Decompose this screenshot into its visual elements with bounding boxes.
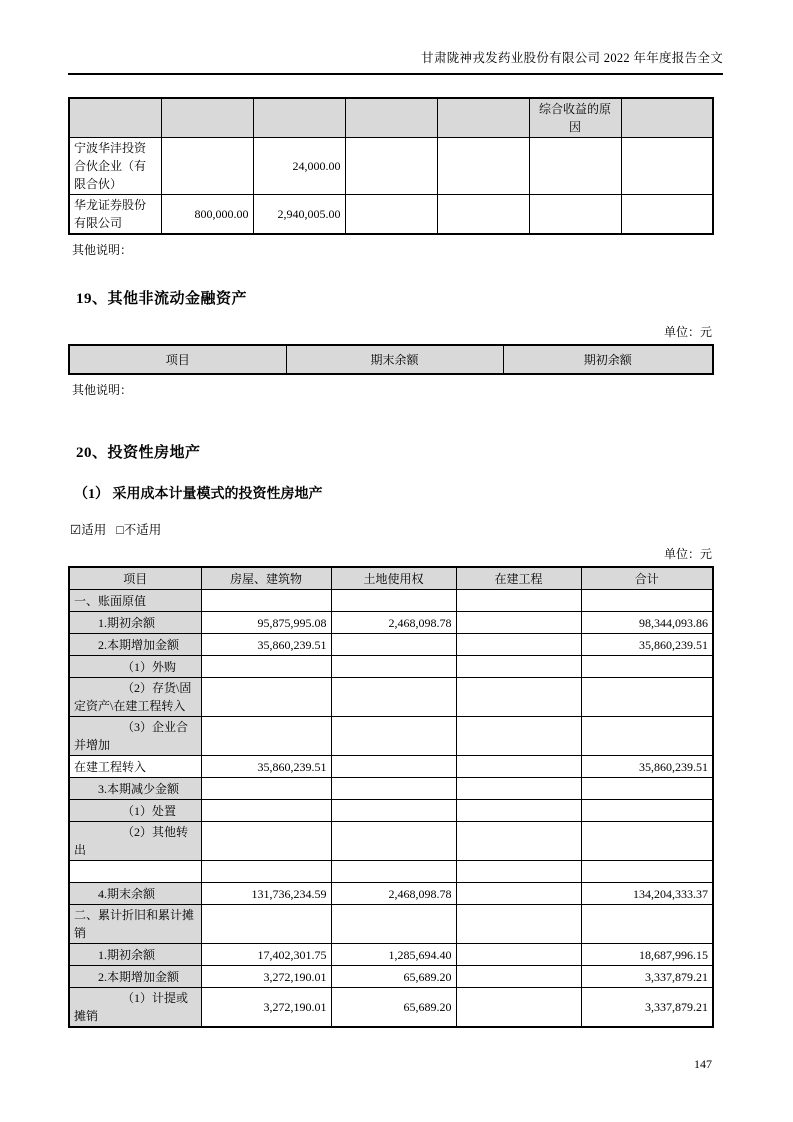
cell-entity-name: 华龙证券股份有限公司 xyxy=(69,195,161,235)
cell-value xyxy=(331,778,456,800)
cell-value: 35,860,239.51 xyxy=(201,756,331,778)
cell-value xyxy=(201,656,331,678)
cell-value: 800,000.00 xyxy=(161,195,253,235)
cell-row-label: （3）企业合并增加 xyxy=(69,717,201,756)
cell-value xyxy=(621,195,713,235)
col-header-total: 合计 xyxy=(581,567,713,590)
table-row xyxy=(69,905,713,944)
cell-row-label: （2）其他转出 xyxy=(69,822,201,861)
cell-value xyxy=(201,678,331,717)
table-row xyxy=(69,778,713,800)
cell-value xyxy=(331,905,456,944)
col-header xyxy=(345,98,437,138)
cell-value xyxy=(201,800,331,822)
cell-value xyxy=(437,195,529,235)
cell-value xyxy=(201,717,331,756)
cell-value xyxy=(581,656,713,678)
applicable-checked-checkbox: ☑适用 xyxy=(70,523,107,537)
cell-value: 95,875,995.08 xyxy=(201,612,331,634)
cell-value: 134,204,333.37 xyxy=(581,883,713,905)
equity-table-header-row xyxy=(69,98,713,138)
cell-value xyxy=(456,944,581,966)
cell-value: 3,272,190.01 xyxy=(201,966,331,988)
cell-value: 65,689.20 xyxy=(331,988,456,1028)
cell-value xyxy=(345,138,437,195)
col-header-item: 项目 xyxy=(69,345,286,374)
cell-value xyxy=(456,883,581,905)
cell-row-label: （1）外购 xyxy=(69,656,201,678)
col-header xyxy=(253,98,345,138)
cell-value: 1,285,694.40 xyxy=(331,944,456,966)
other-noncurrent-financial-assets-table xyxy=(68,344,714,375)
col-header-construction-in-progress: 在建工程 xyxy=(456,567,581,590)
table-row xyxy=(69,944,713,966)
table-row xyxy=(69,756,713,778)
table-row xyxy=(69,656,713,678)
cell-value: 18,687,996.15 xyxy=(581,944,713,966)
table-row xyxy=(69,988,713,1028)
cell-value xyxy=(331,861,456,883)
cell-entity-name: 宁波华沣投资合伙企业（有限合伙） xyxy=(69,138,161,195)
cell-value xyxy=(331,756,456,778)
table-row xyxy=(69,822,713,861)
cell-value xyxy=(201,590,331,612)
cell-value xyxy=(456,800,581,822)
cell-value xyxy=(456,634,581,656)
table-row xyxy=(69,717,713,756)
cell-value xyxy=(581,822,713,861)
cell-row-label xyxy=(69,861,201,883)
cell-row-label: 2.本期增加金额 xyxy=(69,966,201,988)
cell-value: 2,468,098.78 xyxy=(331,612,456,634)
cell-value xyxy=(456,905,581,944)
cell-row-label: （1）处置 xyxy=(69,800,201,822)
cell-value xyxy=(456,861,581,883)
table-row xyxy=(69,883,713,905)
cell-row-label: 4.期末余额 xyxy=(69,883,201,905)
cell-value xyxy=(456,678,581,717)
col-header-comprehensive-income-reason: 综合收益的原因 xyxy=(529,98,621,138)
cell-value xyxy=(437,138,529,195)
cell-row-label: 一、账面原值 xyxy=(69,590,201,612)
cell-value xyxy=(581,590,713,612)
cell-value: 17,402,301.75 xyxy=(201,944,331,966)
cell-value xyxy=(331,717,456,756)
cell-row-label: （1）计提或摊销 xyxy=(69,988,201,1028)
not-applicable-unchecked-checkbox: □不适用 xyxy=(116,523,162,537)
cell-value: 24,000.00 xyxy=(253,138,345,195)
cell-value xyxy=(456,656,581,678)
unit-label: 单位：元 xyxy=(663,325,712,339)
equity-investments-table xyxy=(68,97,714,235)
cell-value xyxy=(345,195,437,235)
table-header-row xyxy=(69,567,713,590)
cell-value xyxy=(456,822,581,861)
cell-value xyxy=(529,195,621,235)
col-header xyxy=(621,98,713,138)
cell-value xyxy=(581,678,713,717)
cell-value: 2,468,098.78 xyxy=(331,883,456,905)
cell-value: 35,860,239.51 xyxy=(201,634,331,656)
cell-value xyxy=(581,861,713,883)
col-header-beginning-balance: 期初余额 xyxy=(503,345,713,374)
page-number: 147 xyxy=(694,1057,712,1071)
cell-value xyxy=(201,905,331,944)
table-row xyxy=(69,800,713,822)
cell-value: 2,940,005.00 xyxy=(253,195,345,235)
cell-value: 65,689.20 xyxy=(331,966,456,988)
cell-value: 98,344,093.86 xyxy=(581,612,713,634)
page-content xyxy=(68,0,712,1028)
cell-value xyxy=(456,988,581,1028)
table-row xyxy=(69,861,713,883)
cell-value xyxy=(529,138,621,195)
col-header-ending-balance: 期末余额 xyxy=(286,345,503,374)
cell-value xyxy=(581,717,713,756)
table-row xyxy=(69,678,713,717)
cell-value xyxy=(161,138,253,195)
cell-row-label: 2.本期增加金额 xyxy=(69,634,201,656)
cell-value xyxy=(456,778,581,800)
cell-value xyxy=(456,756,581,778)
cell-row-label: 1.期初余额 xyxy=(69,612,201,634)
table-row xyxy=(69,590,713,612)
cell-value: 35,860,239.51 xyxy=(581,756,713,778)
cell-value xyxy=(456,966,581,988)
cell-value: 131,736,234.59 xyxy=(201,883,331,905)
cell-value: 35,860,239.51 xyxy=(581,634,713,656)
col-header xyxy=(161,98,253,138)
table-header-row xyxy=(69,345,713,374)
table-row xyxy=(69,612,713,634)
col-header-land-use-rights: 土地使用权 xyxy=(331,567,456,590)
cell-row-label: 在建工程转入 xyxy=(69,756,201,778)
section-19-heading: 19、其他非流动金融资产 xyxy=(76,291,248,307)
cell-value xyxy=(331,590,456,612)
table-row xyxy=(69,195,713,235)
cell-value xyxy=(621,138,713,195)
applicability-line xyxy=(70,521,712,539)
cell-value: 3,337,879.21 xyxy=(581,988,713,1028)
cell-row-label: （2）存货\固定资产\在建工程转入 xyxy=(69,678,201,717)
cell-value xyxy=(201,778,331,800)
cell-value xyxy=(201,822,331,861)
investment-property-table xyxy=(68,566,714,1028)
cell-value: 3,272,190.01 xyxy=(201,988,331,1028)
cell-row-label: 3.本期减少金额 xyxy=(69,778,201,800)
cell-row-label: 1.期初余额 xyxy=(69,944,201,966)
cell-value xyxy=(456,717,581,756)
page-header-title: 甘肃陇神戎发药业股份有限公司 2022 年年度报告全文 xyxy=(421,51,723,65)
section-20-sub-heading: （1） 采用成本计量模式的投资性房地产 xyxy=(74,487,323,502)
cell-value xyxy=(331,678,456,717)
col-header-item: 项目 xyxy=(69,567,201,590)
cell-value xyxy=(201,861,331,883)
col-header xyxy=(437,98,529,138)
table-row xyxy=(69,966,713,988)
cell-value xyxy=(331,800,456,822)
cell-value xyxy=(331,822,456,861)
col-header xyxy=(69,98,161,138)
cell-value xyxy=(456,590,581,612)
cell-value xyxy=(331,656,456,678)
cell-value xyxy=(581,800,713,822)
other-notes-label: 其他说明： xyxy=(72,243,133,257)
section-20-heading: 20、投资性房地产 xyxy=(76,445,201,461)
cell-row-label: 二、累计折旧和累计摊销 xyxy=(69,905,201,944)
col-header-houses-buildings: 房屋、建筑物 xyxy=(201,567,331,590)
cell-value: 3,337,879.21 xyxy=(581,966,713,988)
cell-value xyxy=(331,634,456,656)
unit-label: 单位：元 xyxy=(663,547,712,561)
cell-value xyxy=(581,778,713,800)
table-row xyxy=(69,634,713,656)
other-notes-label: 其他说明： xyxy=(72,383,133,397)
table-row xyxy=(69,138,713,195)
cell-value xyxy=(456,612,581,634)
cell-value xyxy=(581,905,713,944)
